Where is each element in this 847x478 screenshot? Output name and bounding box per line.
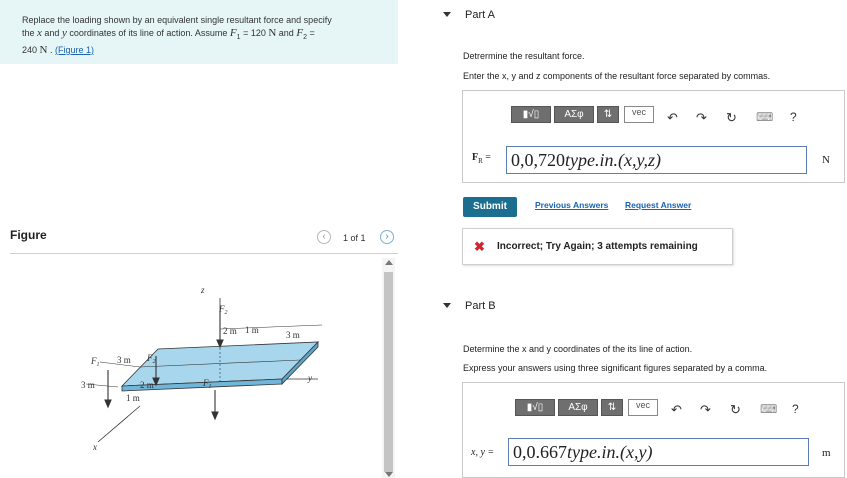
arrows-button[interactable]: ⇅ <box>601 399 623 416</box>
part-b-unit: m <box>822 447 831 459</box>
x-label: x <box>93 442 97 452</box>
problem-line-3: 240 N . (Figure 1) <box>22 43 95 56</box>
plate-diagram <box>60 278 340 478</box>
scroll-up-icon[interactable] <box>385 260 393 265</box>
undo-icon[interactable]: ↶ <box>667 110 678 125</box>
vec-button[interactable]: vec <box>624 106 654 123</box>
figure-scrollbar-thumb[interactable] <box>384 272 393 472</box>
figure-page-indicator: 1 of 1 <box>343 233 366 243</box>
figure-link[interactable]: (Figure 1) <box>55 44 95 55</box>
dim-3m-left: 3 m <box>117 355 131 365</box>
figure-divider <box>10 253 398 254</box>
part-a-instruction: Enter the x, y and z components of the resultant force separated by commas. <box>463 71 771 81</box>
templates-button[interactable]: ▮√▯ <box>515 399 555 416</box>
part-a-answer-input[interactable]: 0,0,720type.in.(x,y,z) <box>506 146 807 174</box>
incorrect-icon: ✖ <box>474 239 485 254</box>
symbols-button[interactable]: ΑΣφ <box>554 106 594 123</box>
part-a-title[interactable]: Part A <box>465 9 495 21</box>
x-axis <box>98 406 140 442</box>
help-icon[interactable]: ? <box>790 110 797 124</box>
part-b-collapse-icon[interactable] <box>443 303 451 308</box>
figure-next-button[interactable]: › <box>380 230 394 244</box>
problem-statement <box>0 0 398 64</box>
f1-right-label: $F_1$ <box>203 378 212 390</box>
help-icon[interactable]: ? <box>792 402 799 416</box>
part-b-title[interactable]: Part B <box>465 300 496 312</box>
submit-button[interactable]: Submit <box>463 197 517 217</box>
part-b-instruction: Express your answers using three significant figures separated by a comma. <box>463 363 768 373</box>
keyboard-icon[interactable]: ⌨ <box>756 110 774 124</box>
reset-icon[interactable]: ↻ <box>730 402 741 417</box>
templates-button[interactable]: ▮√▯ <box>511 106 551 123</box>
part-a-question: Detrermine the resultant force. <box>463 51 585 61</box>
part-b-question: Determine the x and y coordinates of the its line of action. <box>463 344 693 354</box>
symbols-button[interactable]: ΑΣφ <box>558 399 598 416</box>
dim-1m-top: 1 m <box>245 325 259 335</box>
part-a-unit: N <box>822 154 830 166</box>
part-b-input-label: x, y = <box>471 447 495 458</box>
dim-3m-right: 3 m <box>286 330 300 340</box>
previous-answers-link[interactable]: Previous Answers <box>535 200 609 210</box>
figure-prev-button[interactable]: ‹ <box>317 230 331 244</box>
dim-3m-bottom: 3 m <box>81 380 95 390</box>
dim-1m-bottom: 1 m <box>126 393 140 403</box>
vec-button[interactable]: vec <box>628 399 658 416</box>
reset-icon[interactable]: ↻ <box>726 110 737 125</box>
part-a-input-label: $F_R$ = <box>472 152 491 165</box>
problem-line-1: Replace the loading shown by an equivalent single resultant force and specify <box>22 15 332 25</box>
dim-2m-mid: 2 m <box>140 380 154 390</box>
part-a-collapse-icon[interactable] <box>443 12 451 17</box>
f2-top-label: $F_2$ <box>219 304 228 316</box>
z-label: z <box>201 285 205 295</box>
y-label: y <box>308 373 312 383</box>
f1-left-label: $F_1$ <box>91 356 100 368</box>
problem-line-2: the x and y coordinates of its line of action. Assume $F_1 = 120$ N and $F_2$ = <box>22 26 315 41</box>
scroll-down-icon[interactable] <box>385 472 393 477</box>
part-b-answer-input[interactable]: 0,0.667type.in.(x,y) <box>508 438 809 466</box>
keyboard-icon[interactable]: ⌨ <box>760 402 778 416</box>
dim-2m-top: 2 m <box>223 326 237 336</box>
figure-heading: Figure <box>10 228 47 242</box>
f2-left-label: $F_2$ <box>147 353 156 365</box>
arrows-button[interactable]: ⇅ <box>597 106 619 123</box>
undo-icon[interactable]: ↶ <box>671 402 682 417</box>
redo-icon[interactable]: ↷ <box>700 402 711 417</box>
feedback-message: Incorrect; Try Again; 3 attempts remaining <box>497 241 698 252</box>
request-answer-link[interactable]: Request Answer <box>625 200 692 210</box>
redo-icon[interactable]: ↷ <box>696 110 707 125</box>
